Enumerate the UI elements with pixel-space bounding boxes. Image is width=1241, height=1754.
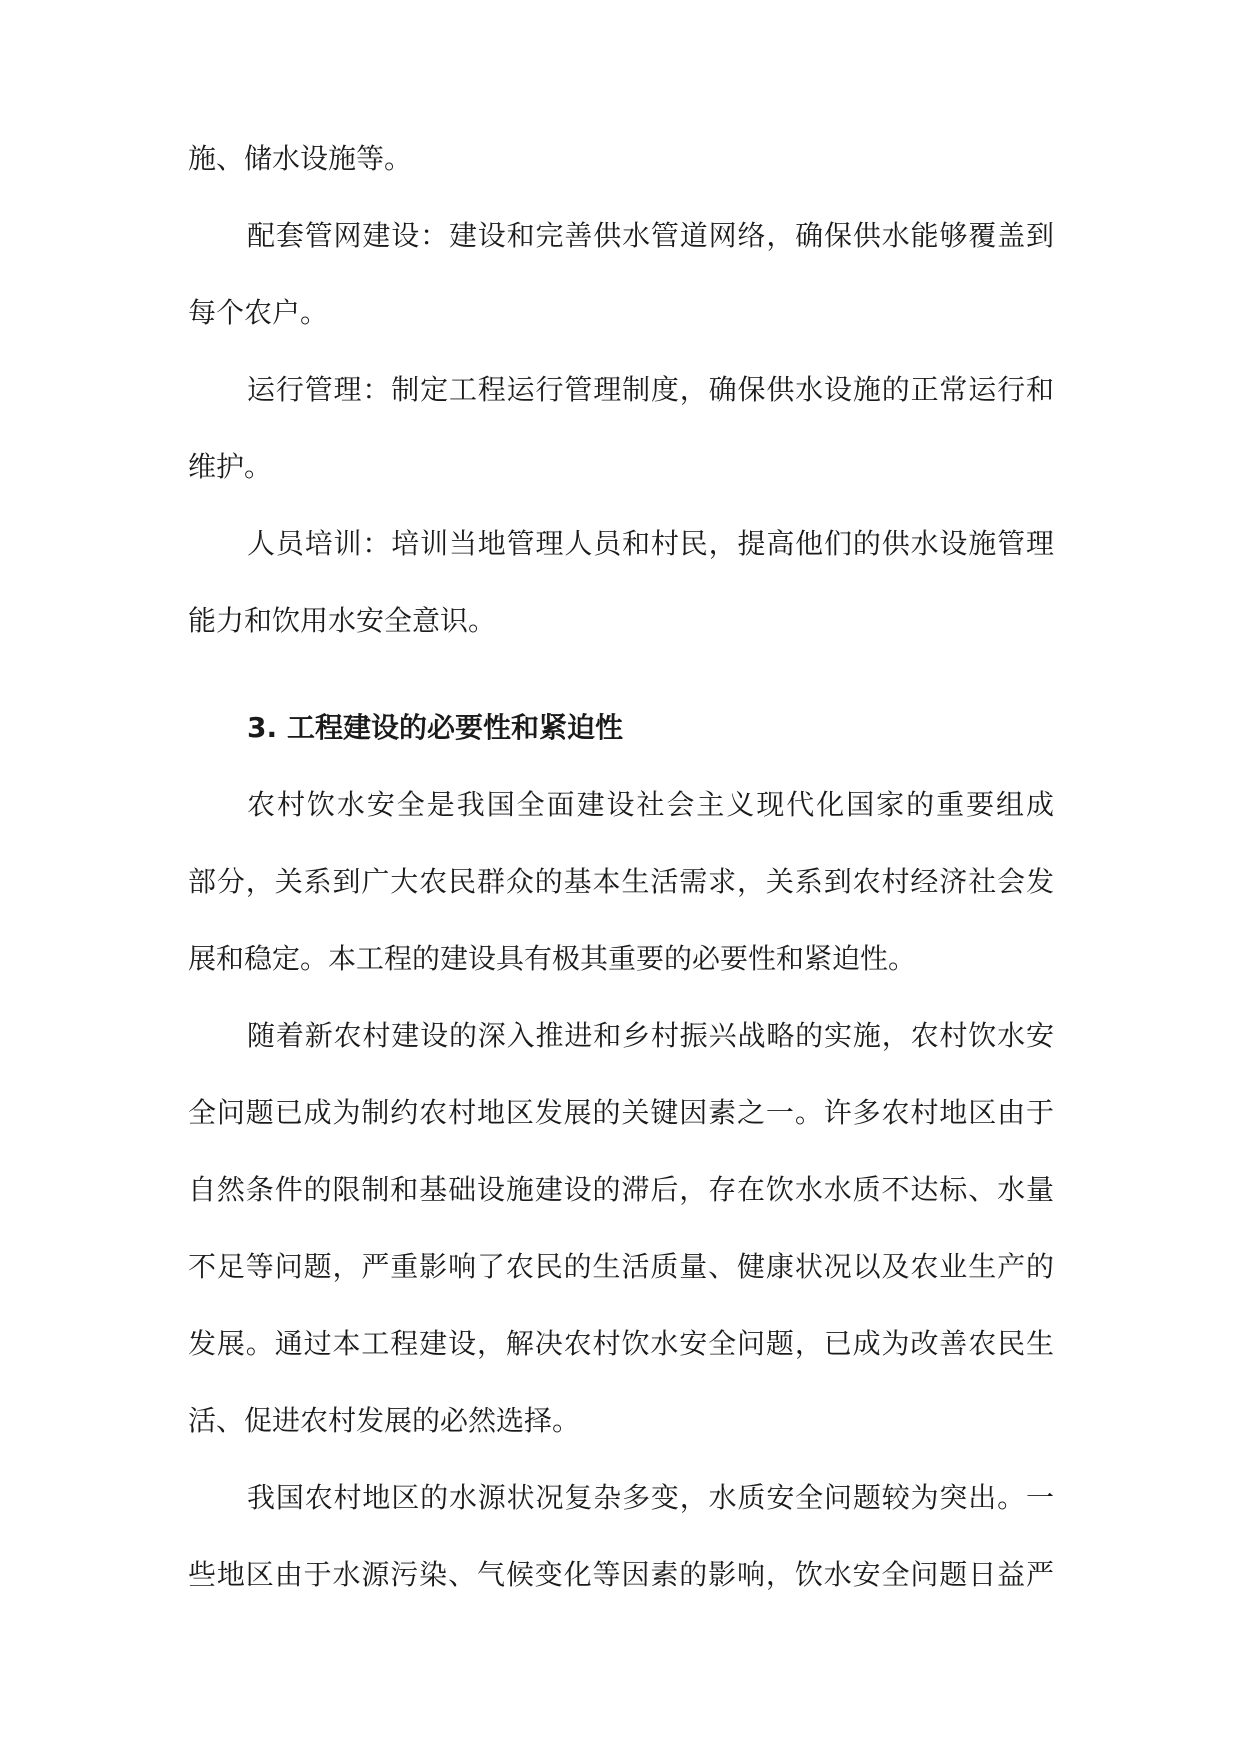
paragraph-line: 每个农户。 (188, 296, 329, 329)
paragraph-line: 运行管理：制定工程运行管理制度，确保供水设施的正常运行和 (247, 373, 1054, 406)
paragraph-line: 自然条件的限制和基础设施建设的滞后，存在饮水水质不达标、水量 (188, 1173, 1054, 1206)
paragraph-line: 人员培训：培训当地管理人员和村民，提高他们的供水设施管理 (247, 527, 1054, 560)
paragraph-line: 我国农村地区的水源状况复杂多变，水质安全问题较为突出。一 (247, 1481, 1054, 1514)
section-heading (247, 708, 623, 748)
paragraph-line: 不足等问题，严重影响了农民的生活质量、健康状况以及农业生产的 (188, 1250, 1054, 1283)
section-title: 工程建设的必要性和紧迫性 (287, 711, 624, 744)
paragraph-line: 配套管网建设：建设和完善供水管道网络，确保供水能够覆盖到 (247, 219, 1054, 252)
paragraph-line: 部分，关系到广大农民群众的基本生活需求，关系到农村经济社会发 (188, 865, 1054, 898)
paragraph-line: 全问题已成为制约农村地区发展的关键因素之一。许多农村地区由于 (188, 1096, 1054, 1129)
paragraph-line: 活、促进农村发展的必然选择。 (188, 1404, 581, 1437)
paragraph-line: 随着新农村建设的深入推进和乡村振兴战略的实施，农村饮水安 (247, 1019, 1054, 1052)
paragraph-line: 发展。通过本工程建设，解决农村饮水安全问题，已成为改善农民生 (188, 1327, 1054, 1360)
section-number: 3. (247, 711, 278, 744)
paragraph-line: 展和稳定。本工程的建设具有极其重要的必要性和紧迫性。 (188, 942, 917, 975)
paragraph-line: 施、储水设施等。 (188, 142, 413, 175)
paragraph-line: 些地区由于水源污染、气候变化等因素的影响，饮水安全问题日益严 (188, 1558, 1054, 1591)
paragraph-line: 能力和饮用水安全意识。 (188, 604, 497, 637)
paragraph-line: 维护。 (188, 450, 273, 483)
paragraph-line: 农村饮水安全是我国全面建设社会主义现代化国家的重要组成 (247, 788, 1054, 821)
